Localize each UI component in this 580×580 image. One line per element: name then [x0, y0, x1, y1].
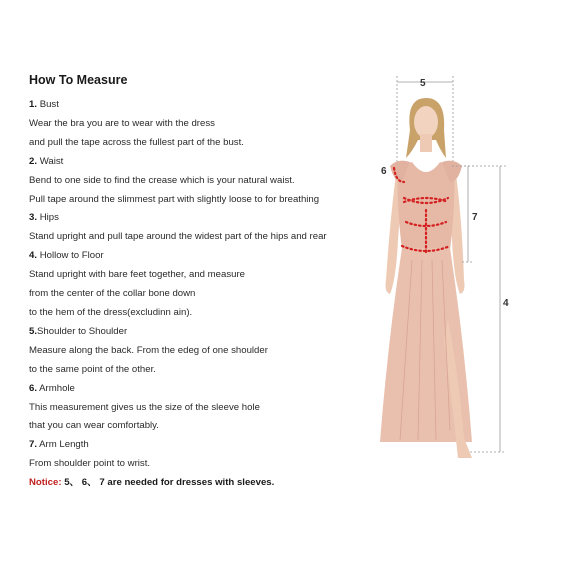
dress-figure-illustration	[360, 70, 530, 470]
step-heading	[29, 96, 359, 115]
step-number: 7.	[29, 439, 38, 451]
step-name: Armhole	[39, 382, 75, 394]
step-heading	[29, 323, 359, 342]
step-name: Shoulder to Shoulder	[37, 325, 128, 337]
step-description-line: from the center of the collar bone down	[29, 288, 196, 300]
step-description-line: to the same point of the other.	[29, 363, 156, 375]
steps-list	[29, 96, 359, 474]
label-7: 7	[472, 212, 478, 223]
step-description-line: Wear the bra you are to wear with the dress	[29, 117, 215, 129]
step-description-line: From shoulder point to wrist.	[29, 458, 151, 470]
page-title: How To Measure	[29, 73, 128, 87]
step-name: Hollow to Floor	[39, 250, 104, 262]
label-4: 4	[503, 298, 509, 309]
step-number: 6.	[29, 382, 38, 394]
label-5: 5	[420, 78, 426, 89]
step-heading	[29, 436, 359, 455]
step-description-line: that you can wear comfortably.	[29, 420, 159, 432]
notice-text: 5、 6、 7 are needed for dresses with sleeves.	[64, 477, 275, 489]
step-heading	[29, 380, 359, 399]
face	[414, 106, 438, 138]
step-number: 4.	[29, 250, 38, 262]
step-description-line: Pull tape around the slimmest part with slightly loose to for breathing	[29, 193, 320, 205]
step-number: 1.	[29, 99, 38, 110]
neck	[420, 134, 432, 152]
step-name: Arm Length	[39, 439, 89, 451]
notice-label: Notice:	[29, 477, 62, 489]
step-name: Waist	[39, 155, 64, 167]
step-heading	[29, 209, 359, 228]
step-description-line: This measurement gives us the size of the sleeve hole	[29, 401, 260, 413]
step-heading	[29, 153, 359, 172]
label-6: 6	[381, 166, 387, 177]
step-description-line: to the hem of the dress(excludinn ain).	[29, 306, 193, 318]
step-description-line: Stand upright with bare feet together, and measure	[29, 269, 245, 281]
step-description-line: Stand upright and pull tape around the widest part of the hips and rear	[29, 231, 327, 243]
measurement-guide	[29, 72, 359, 493]
step-description-line: Measure along the back. From the edeg of one shoulder	[29, 344, 268, 356]
notice	[29, 474, 359, 493]
step-description-line: and pull the tape across the fullest part of the bust.	[29, 136, 244, 148]
step-description-line: Bend to one side to find the crease which is your natural waist.	[29, 174, 295, 186]
step-number: 2.	[29, 155, 38, 167]
step-name: Hips	[39, 212, 59, 224]
step-name: Bust	[39, 99, 59, 110]
step-number: 5.	[29, 325, 38, 337]
step-heading	[29, 247, 359, 266]
step-number: 3.	[29, 212, 38, 224]
